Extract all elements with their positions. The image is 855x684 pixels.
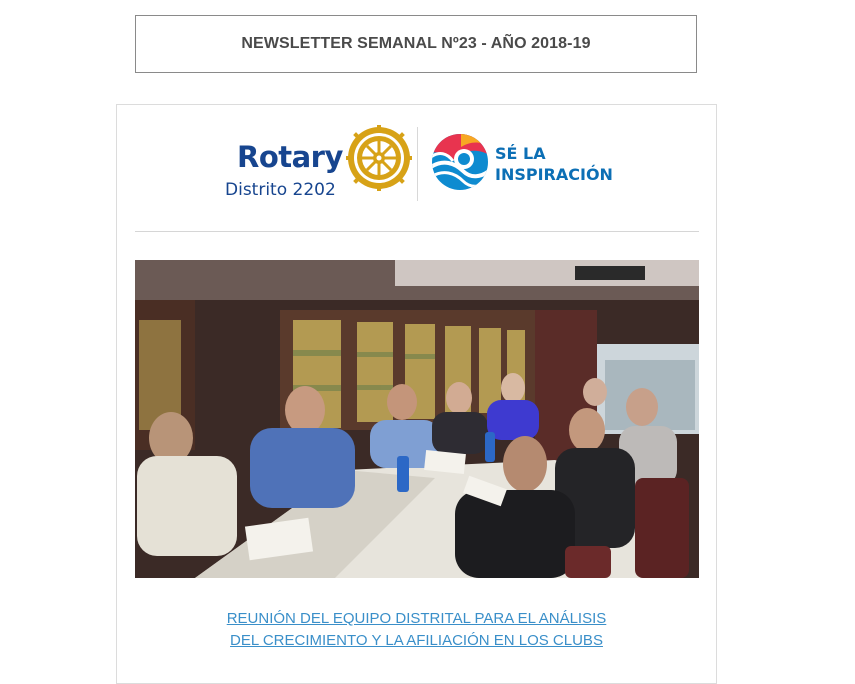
newsletter-title-box: [135, 15, 697, 73]
campaign-slogan-line2: INSPIRACIÓN: [495, 165, 613, 184]
meeting-photo[interactable]: [135, 260, 699, 578]
newsletter-card: [116, 104, 717, 684]
article-caption: [117, 608, 716, 652]
campaign-slogan: [495, 143, 613, 185]
article-link-line2[interactable]: DEL CRECIMIENTO Y LA AFILIACIÓN EN LOS CLUBS: [230, 632, 603, 649]
rotary-district-label: Distrito 2202: [225, 180, 336, 200]
logo-divider: [417, 127, 418, 201]
campaign-slogan-line1: SÉ LA: [495, 144, 546, 163]
inspiration-wave-icon: [431, 133, 489, 191]
header-divider: [135, 231, 699, 232]
rotary-wheel-icon: [346, 125, 412, 191]
header-logos: [117, 125, 716, 210]
newsletter-title: NEWSLETTER SEMANAL Nº23 - AÑO 2018-19: [241, 35, 591, 52]
article-link-line1[interactable]: REUNIÓN DEL EQUIPO DISTRITAL PARA EL ANÁLISIS: [226, 610, 607, 627]
rotary-logo-text: Rotary: [237, 140, 343, 174]
